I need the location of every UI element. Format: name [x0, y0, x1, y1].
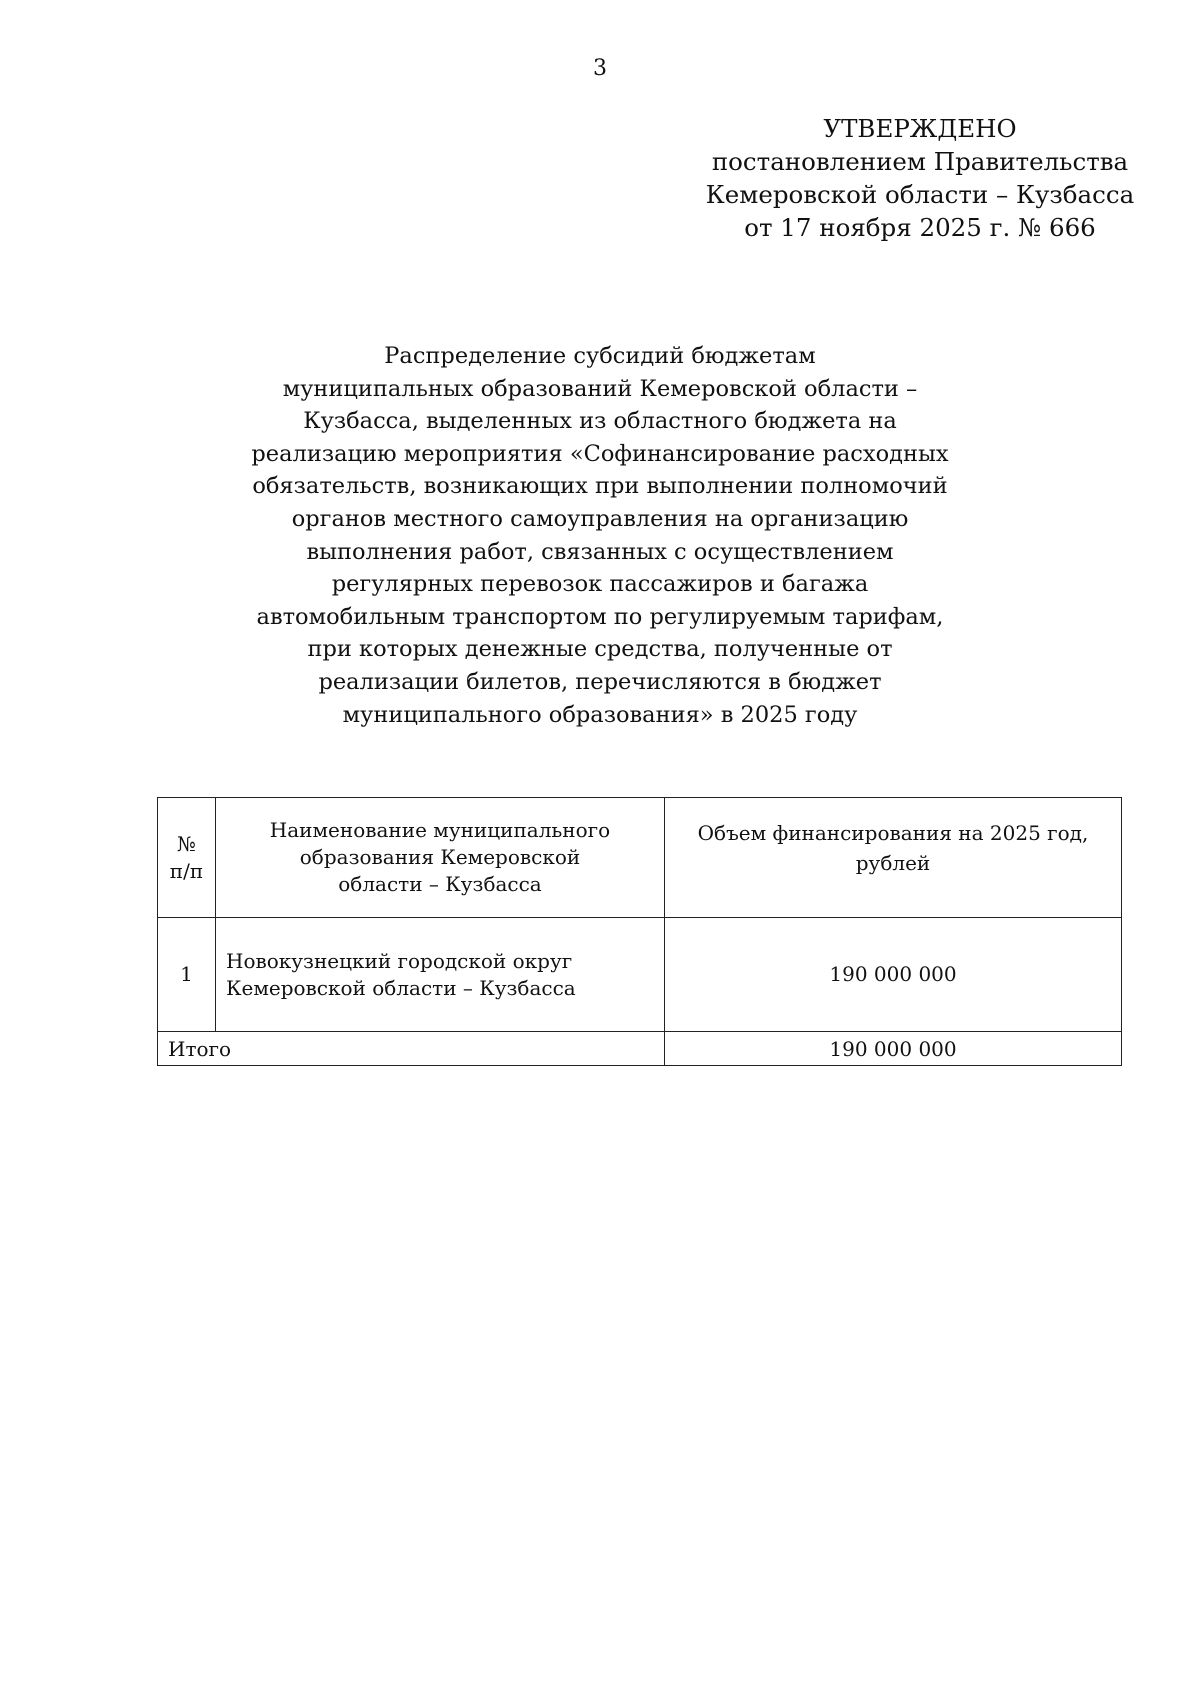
header-name-line: Наименование муниципального [269, 818, 611, 842]
title-line: реализации билетов, перечисляются в бюджет [318, 668, 882, 695]
title-line: Распределение субсидий бюджетам [384, 343, 816, 369]
total-label: Итого [158, 1032, 665, 1066]
title-line: обязательств, возникающих при выполнении полномочий [252, 473, 948, 500]
header-amount [665, 798, 1122, 918]
approval-heading: УТВЕРЖДЕНО [823, 114, 1017, 143]
approval-stamp [700, 112, 1140, 244]
total-amount: 190 000 000 [665, 1032, 1122, 1066]
header-num-line: п/п [169, 858, 204, 883]
row-name-line: Новокузнецкий городской округ [226, 948, 573, 973]
header-name-line: области – Кузбасса [338, 872, 542, 896]
table-header-row [158, 798, 1122, 918]
table-row [158, 918, 1122, 1032]
approval-line: Кемеровской области – Кузбасса [705, 180, 1135, 209]
table-total-row [158, 1032, 1122, 1066]
header-name-line: образования Кемеровской [299, 845, 581, 869]
title-line: автомобильным транспортом по регулируемым тарифам, [256, 603, 944, 630]
page-number: 3 [593, 56, 607, 81]
title-line: муниципального образования» в 2025 году [342, 701, 858, 728]
title-line: регулярных перевозок пассажиров и багажа [331, 571, 869, 598]
title-line: выполнения работ, связанных с осуществлением [306, 538, 894, 565]
header-amount-line: рублей [855, 850, 931, 875]
title-line: муниципальных образований Кемеровской области – [282, 375, 918, 402]
document-title [240, 340, 960, 731]
row-name [216, 918, 665, 1032]
title-line: Кузбасса, выделенных из областного бюджета на [303, 408, 897, 435]
row-amount: 190 000 000 [665, 918, 1122, 1032]
title-line: реализацию мероприятия «Софинансирование расходных [251, 440, 949, 467]
header-num-line: № [177, 831, 196, 856]
header-name [216, 798, 665, 918]
header-num [158, 798, 216, 918]
header-amount-line: Объем финансирования на 2025 год, [697, 820, 1089, 845]
title-line: при которых денежные средства, полученные от [307, 636, 893, 663]
distribution-table [157, 797, 1122, 1066]
approval-line: постановлением Правительства [711, 147, 1129, 176]
row-num: 1 [158, 918, 216, 1032]
approval-line: от 17 ноября 2025 г. № 666 [744, 213, 1096, 242]
title-line: органов местного самоуправления на организацию [291, 505, 909, 532]
row-name-line: Кемеровской области – Кузбасса [226, 975, 576, 1000]
